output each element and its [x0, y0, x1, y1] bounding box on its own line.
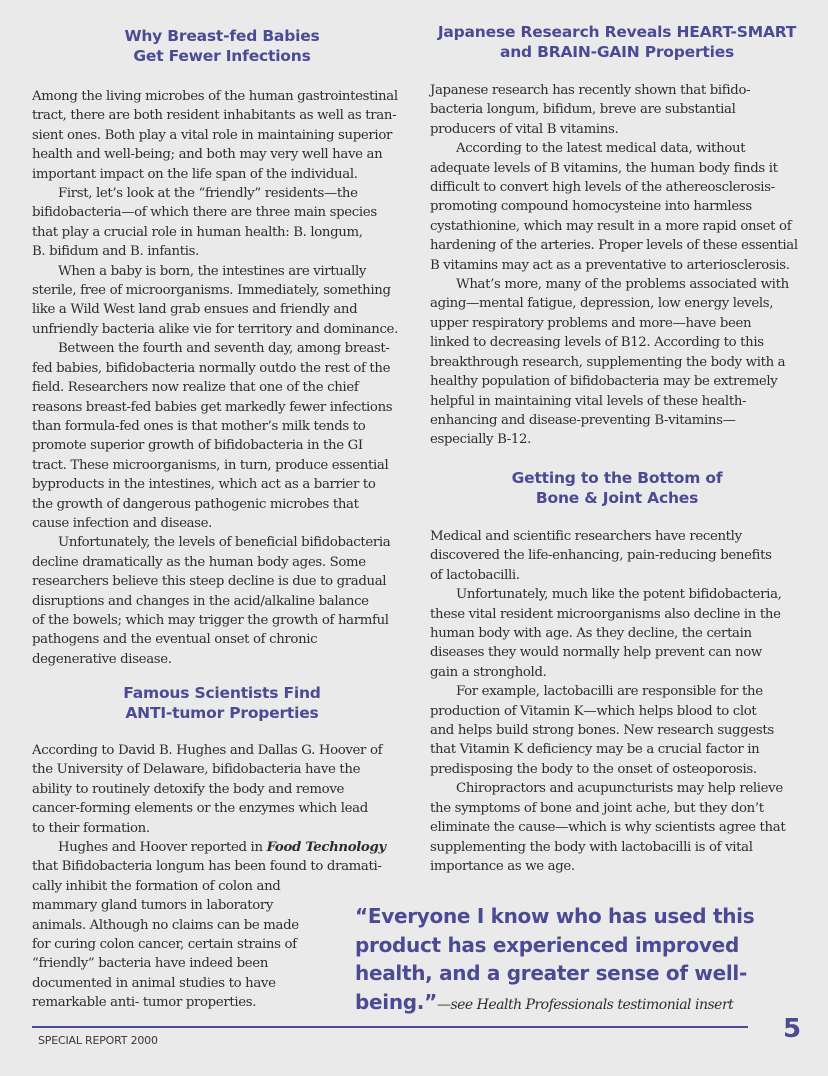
text-line: human body with age. As they decline, the certain [430, 626, 752, 642]
text-line: discovered the life-enhancing, pain-reducing benefits [430, 548, 772, 564]
text-line: gain a stronghold. [430, 664, 547, 680]
text-line: “friendly” bacteria have indeed been [32, 956, 269, 972]
section-heading-anti-tumor [32, 683, 412, 723]
heading-line: Japanese Research Reveals HEART-SMART [437, 23, 797, 41]
text-line: decline dramatically as the human body ages. Some [32, 554, 366, 570]
text-line: and helps build strong bones. New research suggests [430, 723, 774, 739]
text-line: B vitamins may act as a preventative to arteriosclerosis. [430, 257, 790, 273]
text-line: cystathionine, which may result in a more rapid onset of [430, 218, 792, 234]
text-line: Japanese research has recently shown that bifido- [430, 83, 751, 98]
text-line: reasons breast-fed babies get markedly fewer infections [32, 399, 393, 415]
text-line: Between the fourth and seventh day, among breast- [58, 341, 390, 357]
text-line: cancer-forming elements or the enzymes which lead [32, 801, 368, 817]
text-line: First, let’s look at the “friendly” residents—the [58, 186, 358, 202]
text-line: adequate levels of B vitamins, the human body finds it [430, 160, 778, 176]
text-line: promoting compound homocysteine into harmless [430, 199, 752, 215]
heading-line: ANTI-tumor Properties [125, 704, 319, 722]
text-line: helpful in maintaining vital levels of these health- [430, 393, 747, 409]
text-line: breakthrough research, supplementing the body with a [430, 354, 786, 370]
text-line: of lactobacilli. [430, 567, 520, 583]
text-line: researchers believe this steep decline is due to gradual [32, 574, 387, 590]
text-line: of the bowels; which may trigger the growth of harmful [32, 612, 389, 628]
quote-line [355, 988, 815, 1020]
text-line: supplementing the body with lactobacilli is of vital [430, 839, 753, 855]
heading-line: Getting to the Bottom of [511, 469, 723, 487]
text-line: important impact on the life span of the individual. [32, 166, 358, 182]
text-line: difficult to convert high levels of the athereosclerosis- [430, 180, 775, 196]
text-line: these vital resident microorganisms also decline in the [430, 606, 781, 622]
text-line: bifidobacteria—of which there are three main species [32, 205, 377, 221]
text-line: predisposing the body to the onset of osteoporosis. [430, 761, 757, 777]
heading-line: Get Fewer Infections [133, 47, 311, 65]
text-line: tract. These microorganisms, in turn, produce essential [32, 457, 389, 473]
section-heading-japanese-research [430, 22, 804, 62]
text-line: upper respiratory problems and more—have been [430, 315, 752, 331]
text-line: the University of Delaware, bifidobacteria have the [32, 762, 361, 778]
ref-text: Hughes and Hoover reported in [58, 840, 267, 856]
footer-divider [32, 1026, 748, 1028]
text-line: aging—mental fatigue, depression, low energy levels, [430, 296, 774, 312]
text-line: that Bifidobacteria longum has been found to dramati- [32, 859, 382, 875]
text-line [32, 838, 386, 857]
text-line: Chiropractors and acupuncturists may help relieve [456, 781, 783, 797]
page-number: 5 [783, 1014, 802, 1044]
quote-source: —see Health Professionals testimonial insert [436, 996, 734, 1013]
paragraph-group [32, 857, 386, 1012]
article-body-bone-joint [430, 527, 785, 876]
article-body-breast-fed-babies [32, 87, 398, 669]
text-line: fed babies, bifidobacteria normally outdo the rest of the [32, 360, 391, 376]
quote-line: health, and a greater sense of well- [355, 961, 747, 985]
text-line: byproducts in the intestines, which act as a barrier to [32, 477, 376, 493]
text-line: importance as we age. [430, 858, 575, 874]
text-line: to their formation. [32, 820, 150, 836]
text-line: B. bifidum and B. infantis. [32, 244, 199, 260]
text-line: Among the living microbes of the human gastrointestinal [32, 89, 398, 104]
text-line: When a baby is born, the intestines are virtually [58, 263, 367, 279]
text-line: degenerative disease. [32, 651, 172, 667]
text-line: According to the latest medical data, without [456, 141, 746, 157]
heading-line: and BRAIN-GAIN Properties [499, 43, 735, 61]
text-line: Unfortunately, much like the potent bifidobacteria, [456, 587, 782, 603]
text-line: hardening of the arteries. Proper levels of these essential [430, 238, 798, 254]
text-line: What’s more, many of the problems associated with [456, 277, 789, 293]
text-line: producers of vital B vitamins. [430, 121, 619, 137]
text-line: enhancing and disease-preventing B-vitamins— [430, 412, 736, 428]
footer-label: SPECIAL REPORT 2000 [38, 1034, 158, 1047]
heading-line: Why Breast-fed Babies [124, 27, 320, 45]
text-line: especially B-12. [430, 432, 532, 448]
text-line: like a Wild West land grab ensues and friendly and [32, 302, 358, 318]
text-line: for curing colon cancer, certain strains of [32, 937, 297, 953]
text-line: Medical and scientific researchers have recently [430, 529, 742, 544]
text-line: cause infection and disease. [32, 515, 213, 531]
text-line: documented in animal studies to have [32, 975, 276, 991]
text-line: cally inhibit the formation of colon and [32, 878, 281, 894]
heading-line: Bone & Joint Aches [535, 489, 699, 507]
text-line: healthy population of bifidobacteria may be extremely [430, 374, 778, 390]
text-line: the growth of dangerous pathogenic microbes that [32, 496, 359, 512]
text-line: the symptoms of bone and joint ache, but they don’t [430, 800, 764, 816]
text-line: health and well-being; and both may very well have an [32, 147, 383, 163]
text-line: animals. Although no claims can be made [32, 917, 299, 933]
text-line: field. Researchers now realize that one of the chief [32, 380, 359, 396]
text-line: unfriendly bacteria alike vie for territory and dominance. [32, 321, 398, 337]
text-line: tract, there are both resident inhabitants as well as tran- [32, 108, 397, 124]
text-line: disruptions and changes in the acid/alkaline balance [32, 593, 369, 609]
quote-last-line: being.” [355, 989, 437, 1014]
article-body-japanese-research [430, 81, 798, 450]
text-line: bacteria longum, bifidum, breve are substantial [430, 102, 736, 118]
text-line: production of Vitamin K—which helps blood to clot [430, 703, 757, 719]
text-line: ability to routinely detoxify the body and remove [32, 781, 345, 797]
text-line: that Vitamin K deficiency may be a crucial factor in [430, 742, 760, 758]
text-line: that play a crucial role in human health: B. longum, [32, 224, 363, 240]
text-line: promote superior growth of bifidobacteria in the GI [32, 438, 363, 454]
paragraph-group [32, 741, 386, 838]
text-line: mammary gland tumors in laboratory [32, 898, 274, 914]
quote-line: product has experienced improved [355, 932, 739, 957]
text-line: sterile, free of microorganisms. Immediately, something [32, 283, 391, 299]
pull-quote [355, 902, 815, 1019]
text-line: sient ones. Both play a vital role in maintaining superior [32, 127, 392, 143]
text-line: For example, lactobacilli are responsible for the [456, 684, 763, 700]
text-line: According to David B. Hughes and Dallas G. Hoover of [32, 743, 383, 758]
text-line: remarkable anti- tumor properties. [32, 995, 257, 1011]
article-body-anti-tumor [32, 741, 386, 1013]
text-line: diseases they would normally help prevent can now [430, 645, 762, 661]
section-heading-breast-fed-babies [32, 26, 412, 66]
text-line: Unfortunately, the levels of beneficial bifidobacteria [58, 535, 391, 551]
quote-line: “Everyone I know who has used this [355, 904, 755, 928]
journal-title: Food Technology [266, 840, 386, 856]
heading-line: Famous Scientists Find [123, 684, 321, 702]
text-line: linked to decreasing levels of B12. According to this [430, 335, 764, 351]
section-heading-bone-joint [430, 468, 804, 508]
text-line: eliminate the cause—which is why scientists agree that [430, 820, 786, 836]
text-line: than formula-fed ones is that mother’s milk tends to [32, 418, 366, 434]
text-line: pathogens and the eventual onset of chronic [32, 632, 318, 648]
